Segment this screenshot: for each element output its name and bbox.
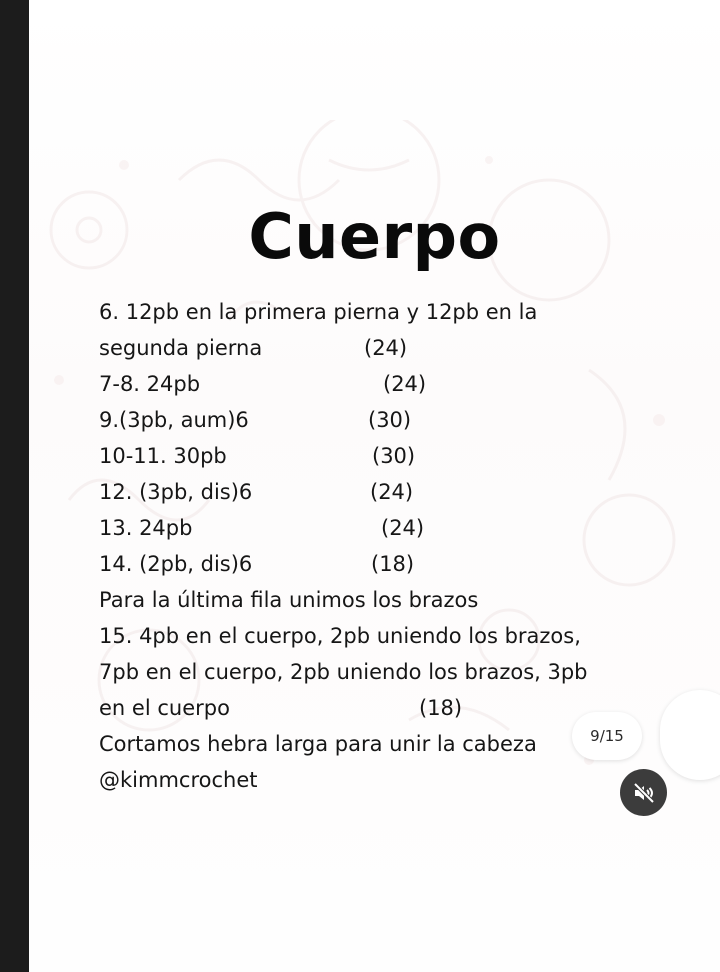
instruction-line (99, 510, 699, 546)
instruction-line (99, 330, 699, 366)
stitch-count: (24) (381, 516, 425, 540)
author-handle (99, 762, 699, 798)
instruction-line (99, 618, 699, 654)
mute-icon (632, 781, 656, 805)
instruction-text: segunda pierna (99, 336, 263, 360)
stitch-count: (30) (368, 408, 412, 432)
left-edge-bar (0, 0, 29, 972)
instruction-line (99, 654, 699, 690)
author-handle-text: @kimmcrochet (99, 768, 258, 792)
instruction-text: 10-11. 30pb (99, 444, 227, 468)
instruction-text: 15. 4pb en el cuerpo, 2pb uniendo los brazos, (99, 624, 581, 648)
instruction-text: 12. (3pb, dis)6 (99, 480, 253, 504)
instruction-text: 7-8. 24pb (99, 372, 201, 396)
instruction-line (99, 582, 699, 618)
stitch-count: (24) (370, 480, 414, 504)
instruction-line (99, 366, 699, 402)
page-counter: 9/15 (572, 712, 642, 760)
instruction-line (99, 402, 699, 438)
stitch-count: (30) (372, 444, 416, 468)
instruction-text: en el cuerpo (99, 696, 230, 720)
instruction-line (99, 474, 699, 510)
stitch-count: (24) (364, 336, 408, 360)
instruction-text: 9.(3pb, aum)6 (99, 408, 249, 432)
instruction-text: 6. 12pb en la primera pierna y 12pb en la (99, 300, 538, 324)
instruction-text: 14. (2pb, dis)6 (99, 552, 253, 576)
instruction-text: 13. 24pb (99, 516, 193, 540)
page-title: Cuerpo (248, 200, 501, 273)
instruction-text: 7pb en el cuerpo, 2pb uniendo los brazos, 3pb (99, 660, 588, 684)
mute-button[interactable] (620, 769, 667, 816)
stitch-count: (24) (383, 372, 427, 396)
instruction-line (99, 546, 699, 582)
stitch-count: (18) (371, 552, 415, 576)
stitch-count: (18) (419, 696, 463, 720)
instruction-line (99, 438, 699, 474)
instruction-text: Cortamos hebra larga para unir la cabeza (99, 732, 537, 756)
instruction-text: Para la última fila unimos los brazos (99, 588, 479, 612)
instruction-line (99, 294, 699, 330)
pattern-page (29, 0, 720, 972)
